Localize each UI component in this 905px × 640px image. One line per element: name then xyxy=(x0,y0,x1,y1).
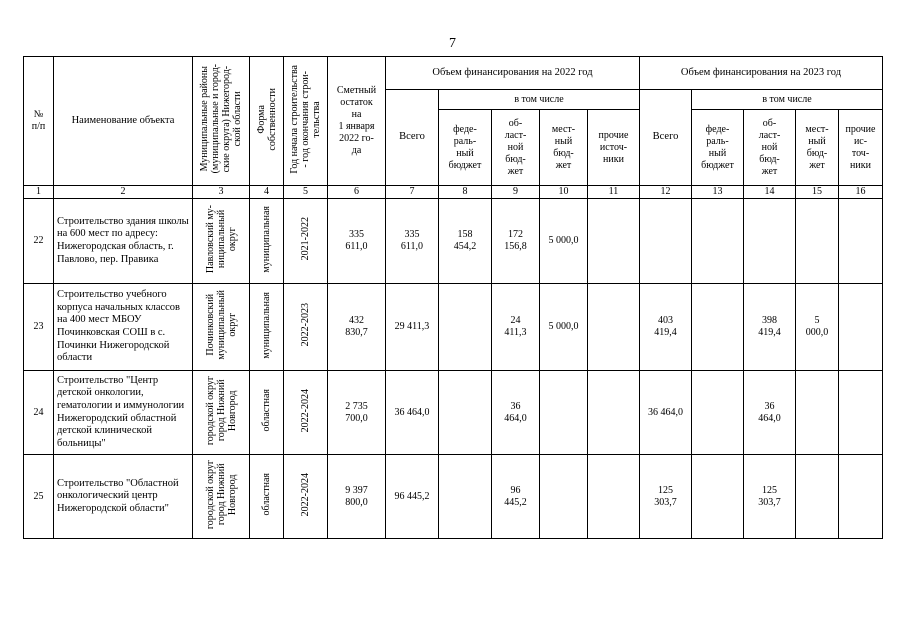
header-row-1 xyxy=(24,57,883,90)
local-2023: 5 000,0 xyxy=(796,284,839,371)
object-name: Строительство здания школы на 600 мест по адресу: Нижегородская область, г. Павлово, пер. Правика xyxy=(54,199,193,284)
header-col-years: Год начала строительства - год окончания строи- тельства xyxy=(284,57,328,186)
object-name: Строительство "Областной онкологический центр Нижегородской области" xyxy=(54,455,193,539)
column-number: 1 xyxy=(24,186,54,199)
header-regional-2022: об- ласт- ной бюд- жет xyxy=(492,110,540,186)
total-2022: 29 411,3 xyxy=(386,284,439,371)
local-2022: 5 000,0 xyxy=(540,284,588,371)
column-number: 2 xyxy=(54,186,193,199)
total-2023 xyxy=(640,199,692,284)
federal-2022: 158 454,2 xyxy=(439,199,492,284)
header-financing-2023: Объем финансирования на 2023 год xyxy=(640,57,883,90)
column-number: 13 xyxy=(692,186,744,199)
ownership: областная xyxy=(250,455,284,539)
federal-2022 xyxy=(439,455,492,539)
ownership: областная xyxy=(250,371,284,455)
regional-2023 xyxy=(744,199,796,284)
total-2022: 335 611,0 xyxy=(386,199,439,284)
header-col-district: Муниципальные районы (муниципальные и город- ские округа) Нижегород- ской области xyxy=(193,57,250,186)
column-number: 6 xyxy=(328,186,386,199)
regional-2022: 172 156,8 xyxy=(492,199,540,284)
column-number: 8 xyxy=(439,186,492,199)
federal-2022 xyxy=(439,371,492,455)
column-number: 5 xyxy=(284,186,328,199)
years: 2022-2023 xyxy=(284,284,328,371)
header-other-2023: прочие ис- точ- ники xyxy=(839,110,883,186)
header-local-2022: мест- ный бюд- жет xyxy=(540,110,588,186)
row-number: 23 xyxy=(24,284,54,371)
column-number: 10 xyxy=(540,186,588,199)
ownership: муниципальная xyxy=(250,199,284,284)
column-number: 4 xyxy=(250,186,284,199)
local-2022 xyxy=(540,371,588,455)
district: Павловский му- ниципальный округ xyxy=(193,199,250,284)
district: городской округ город Нижний Новгород xyxy=(193,371,250,455)
other-2023 xyxy=(839,455,883,539)
column-number-row xyxy=(24,186,883,199)
row-number: 22 xyxy=(24,199,54,284)
header-federal-2022: феде- раль- ный бюджет xyxy=(439,110,492,186)
other-2022 xyxy=(588,284,640,371)
row-number: 24 xyxy=(24,371,54,455)
regional-2022: 24 411,3 xyxy=(492,284,540,371)
column-number: 14 xyxy=(744,186,796,199)
local-2023 xyxy=(796,371,839,455)
total-2023: 125 303,7 xyxy=(640,455,692,539)
regional-2023: 398 419,4 xyxy=(744,284,796,371)
column-number: 7 xyxy=(386,186,439,199)
column-number: 11 xyxy=(588,186,640,199)
header-federal-2023: феде- раль- ный бюджет xyxy=(692,110,744,186)
column-number: 9 xyxy=(492,186,540,199)
column-number: 15 xyxy=(796,186,839,199)
header-other-2022: прочие источ- ники xyxy=(588,110,640,186)
other-2022 xyxy=(588,455,640,539)
federal-2023 xyxy=(692,284,744,371)
header-incl-2022: в том числе xyxy=(439,90,640,110)
district: городской округ город Нижний Новгород xyxy=(193,455,250,539)
other-2023 xyxy=(839,371,883,455)
federal-2023 xyxy=(692,455,744,539)
header-col-num: № п/п xyxy=(24,57,54,186)
local-2023 xyxy=(796,455,839,539)
row-number: 25 xyxy=(24,455,54,539)
ownership: муниципальная xyxy=(250,284,284,371)
balance: 335 611,0 xyxy=(328,199,386,284)
total-2022: 96 445,2 xyxy=(386,455,439,539)
other-2023 xyxy=(839,284,883,371)
header-col-ownership: Форма собственности xyxy=(250,57,284,186)
table-row xyxy=(24,455,883,539)
page-number: 7 xyxy=(449,36,456,51)
federal-2023 xyxy=(692,199,744,284)
header-local-2023: мест- ный бюд- жет xyxy=(796,110,839,186)
local-2023 xyxy=(796,199,839,284)
balance: 432 830,7 xyxy=(328,284,386,371)
header-total-2023: Всего xyxy=(640,90,692,186)
federal-2023 xyxy=(692,371,744,455)
object-name: Строительство "Центр детской онкологии, гематологии и иммунологии Нижегородский областной детской клинической больницы" xyxy=(54,371,193,455)
balance: 9 397 800,0 xyxy=(328,455,386,539)
total-2022: 36 464,0 xyxy=(386,371,439,455)
other-2022 xyxy=(588,199,640,284)
table-row xyxy=(24,284,883,371)
table-row xyxy=(24,199,883,284)
district: Починковский муниципальный округ xyxy=(193,284,250,371)
financing-table xyxy=(23,56,883,539)
regional-2023: 36 464,0 xyxy=(744,371,796,455)
header-total-2022: Всего xyxy=(386,90,439,186)
other-2022 xyxy=(588,371,640,455)
column-number: 16 xyxy=(839,186,883,199)
years: 2022-2024 xyxy=(284,455,328,539)
total-2023: 36 464,0 xyxy=(640,371,692,455)
local-2022 xyxy=(540,455,588,539)
table-row xyxy=(24,371,883,455)
local-2022: 5 000,0 xyxy=(540,199,588,284)
column-number: 3 xyxy=(193,186,250,199)
federal-2022 xyxy=(439,284,492,371)
other-2023 xyxy=(839,199,883,284)
column-number: 12 xyxy=(640,186,692,199)
header-col-balance: Сметный остаток на 1 января 2022 го- да xyxy=(328,57,386,186)
regional-2022: 96 445,2 xyxy=(492,455,540,539)
header-regional-2023: об- ласт- ной бюд- жет xyxy=(744,110,796,186)
balance: 2 735 700,0 xyxy=(328,371,386,455)
header-col-name: Наименование объекта xyxy=(54,57,193,186)
object-name: Строительство учебного корпуса начальных классов на 400 мест МБОУ Починковская СОШ в с. Починки Нижегородской области xyxy=(54,284,193,371)
years: 2022-2024 xyxy=(284,371,328,455)
regional-2022: 36 464,0 xyxy=(492,371,540,455)
header-incl-2023: в том числе xyxy=(692,90,883,110)
years: 2021-2022 xyxy=(284,199,328,284)
total-2023: 403 419,4 xyxy=(640,284,692,371)
header-financing-2022: Объем финансирования на 2022 год xyxy=(386,57,640,90)
regional-2023: 125 303,7 xyxy=(744,455,796,539)
